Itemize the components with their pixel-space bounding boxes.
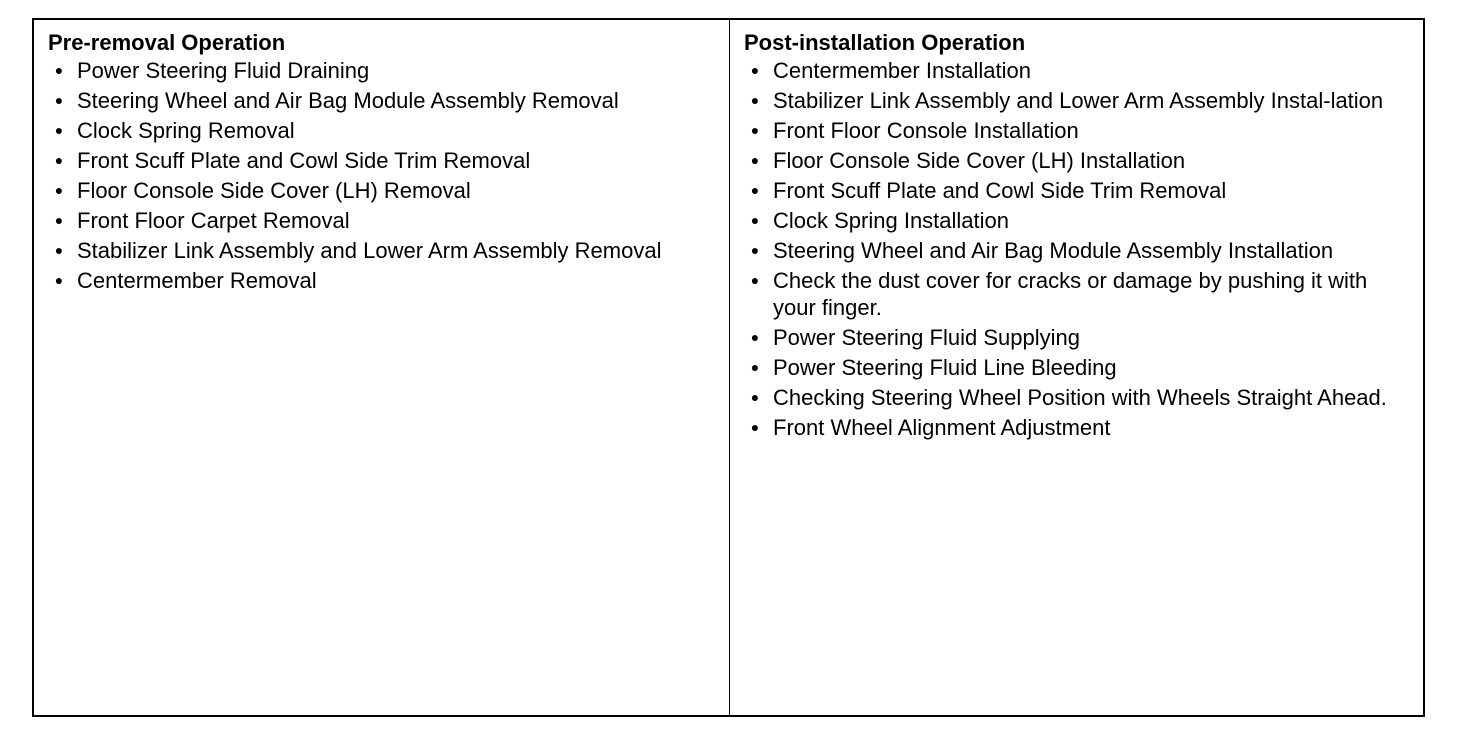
pre-removal-heading: Pre-removal Operation (48, 30, 286, 55)
pre-removal-item (48, 267, 717, 294)
bullet-icon: ● (750, 122, 760, 138)
pre-removal-item-text: Floor Console Side Cover (LH) Removal (77, 178, 471, 203)
pre-removal-item-text: Centermember Removal (77, 268, 317, 293)
post-installation-item (744, 117, 1411, 144)
bullet-icon: ● (54, 122, 64, 138)
pre-removal-item-text: Steering Wheel and Air Bag Module Assembly Removal (77, 88, 619, 113)
post-installation-item (744, 414, 1411, 441)
pre-removal-item-text: Clock Spring Removal (77, 118, 295, 143)
pre-removal-item (48, 57, 717, 84)
pre-removal-item-text: Power Steering Fluid Draining (77, 58, 370, 83)
post-installation-item (744, 237, 1411, 264)
post-installation-item-text: Check the dust cover for cracks or damage by pushing it with your finger. (773, 268, 1368, 320)
pre-removal-item (48, 207, 717, 234)
bullet-icon: ● (750, 212, 760, 228)
bullet-icon: ● (54, 272, 64, 288)
bullet-icon: ● (750, 419, 760, 435)
post-installation-item-text: Power Steering Fluid Supplying (773, 325, 1080, 350)
post-installation-item-text: Front Wheel Alignment Adjustment (773, 415, 1111, 440)
post-installation-item-text: Power Steering Fluid Line Bleeding (773, 355, 1117, 380)
post-installation-item-text: Front Scuff Plate and Cowl Side Trim Removal (773, 178, 1227, 203)
post-installation-item (744, 207, 1411, 234)
bullet-icon: ● (750, 182, 760, 198)
bullet-icon: ● (54, 62, 64, 78)
bullet-icon: ● (750, 152, 760, 168)
pre-removal-item (48, 177, 717, 204)
post-installation-item (744, 87, 1411, 114)
bullet-icon: ● (54, 212, 64, 228)
post-installation-item (744, 57, 1411, 84)
pre-removal-item (48, 87, 717, 114)
post-installation-item (744, 147, 1411, 174)
post-installation-item (744, 354, 1411, 381)
bullet-icon: ● (54, 242, 64, 258)
bullet-icon: ● (54, 182, 64, 198)
pre-removal-item-text: Front Scuff Plate and Cowl Side Trim Removal (77, 148, 531, 173)
pre-removal-item (48, 147, 717, 174)
post-installation-item-text: Floor Console Side Cover (LH) Installation (773, 148, 1186, 173)
pre-removal-item (48, 117, 717, 144)
post-installation-item-text: Centermember Installation (773, 58, 1032, 83)
bullet-icon: ● (54, 92, 64, 108)
post-installation-item (744, 384, 1411, 411)
bullet-icon: ● (750, 272, 760, 288)
bullet-icon: ● (750, 92, 760, 108)
operations-table (32, 18, 1425, 717)
bullet-icon: ● (750, 62, 760, 78)
post-installation-item-text: Stabilizer Link Assembly and Lower Arm Assembly Instal-lation (773, 88, 1384, 113)
post-installation-item-text: Steering Wheel and Air Bag Module Assembly Installation (773, 238, 1334, 263)
post-installation-item (744, 177, 1411, 204)
bullet-icon: ● (750, 242, 760, 258)
post-installation-item-text: Front Floor Console Installation (773, 118, 1079, 143)
post-installation-list (744, 57, 1411, 441)
post-installation-item-text: Checking Steering Wheel Position with Wheels Straight Ahead. (773, 385, 1387, 410)
post-installation-column (730, 20, 1423, 715)
pre-removal-item (48, 237, 717, 264)
bullet-icon: ● (750, 359, 760, 375)
post-installation-item-text: Clock Spring Installation (773, 208, 1010, 233)
pre-removal-list (48, 57, 717, 294)
post-installation-item (744, 267, 1411, 321)
bullet-icon: ● (750, 389, 760, 405)
bullet-icon: ● (750, 329, 760, 345)
bullet-icon: ● (54, 152, 64, 168)
pre-removal-item-text: Front Floor Carpet Removal (77, 208, 350, 233)
pre-removal-column (34, 20, 730, 715)
pre-removal-item-text: Stabilizer Link Assembly and Lower Arm Assembly Removal (77, 238, 662, 263)
post-installation-item (744, 324, 1411, 351)
post-installation-heading: Post-installation Operation (744, 30, 1026, 55)
